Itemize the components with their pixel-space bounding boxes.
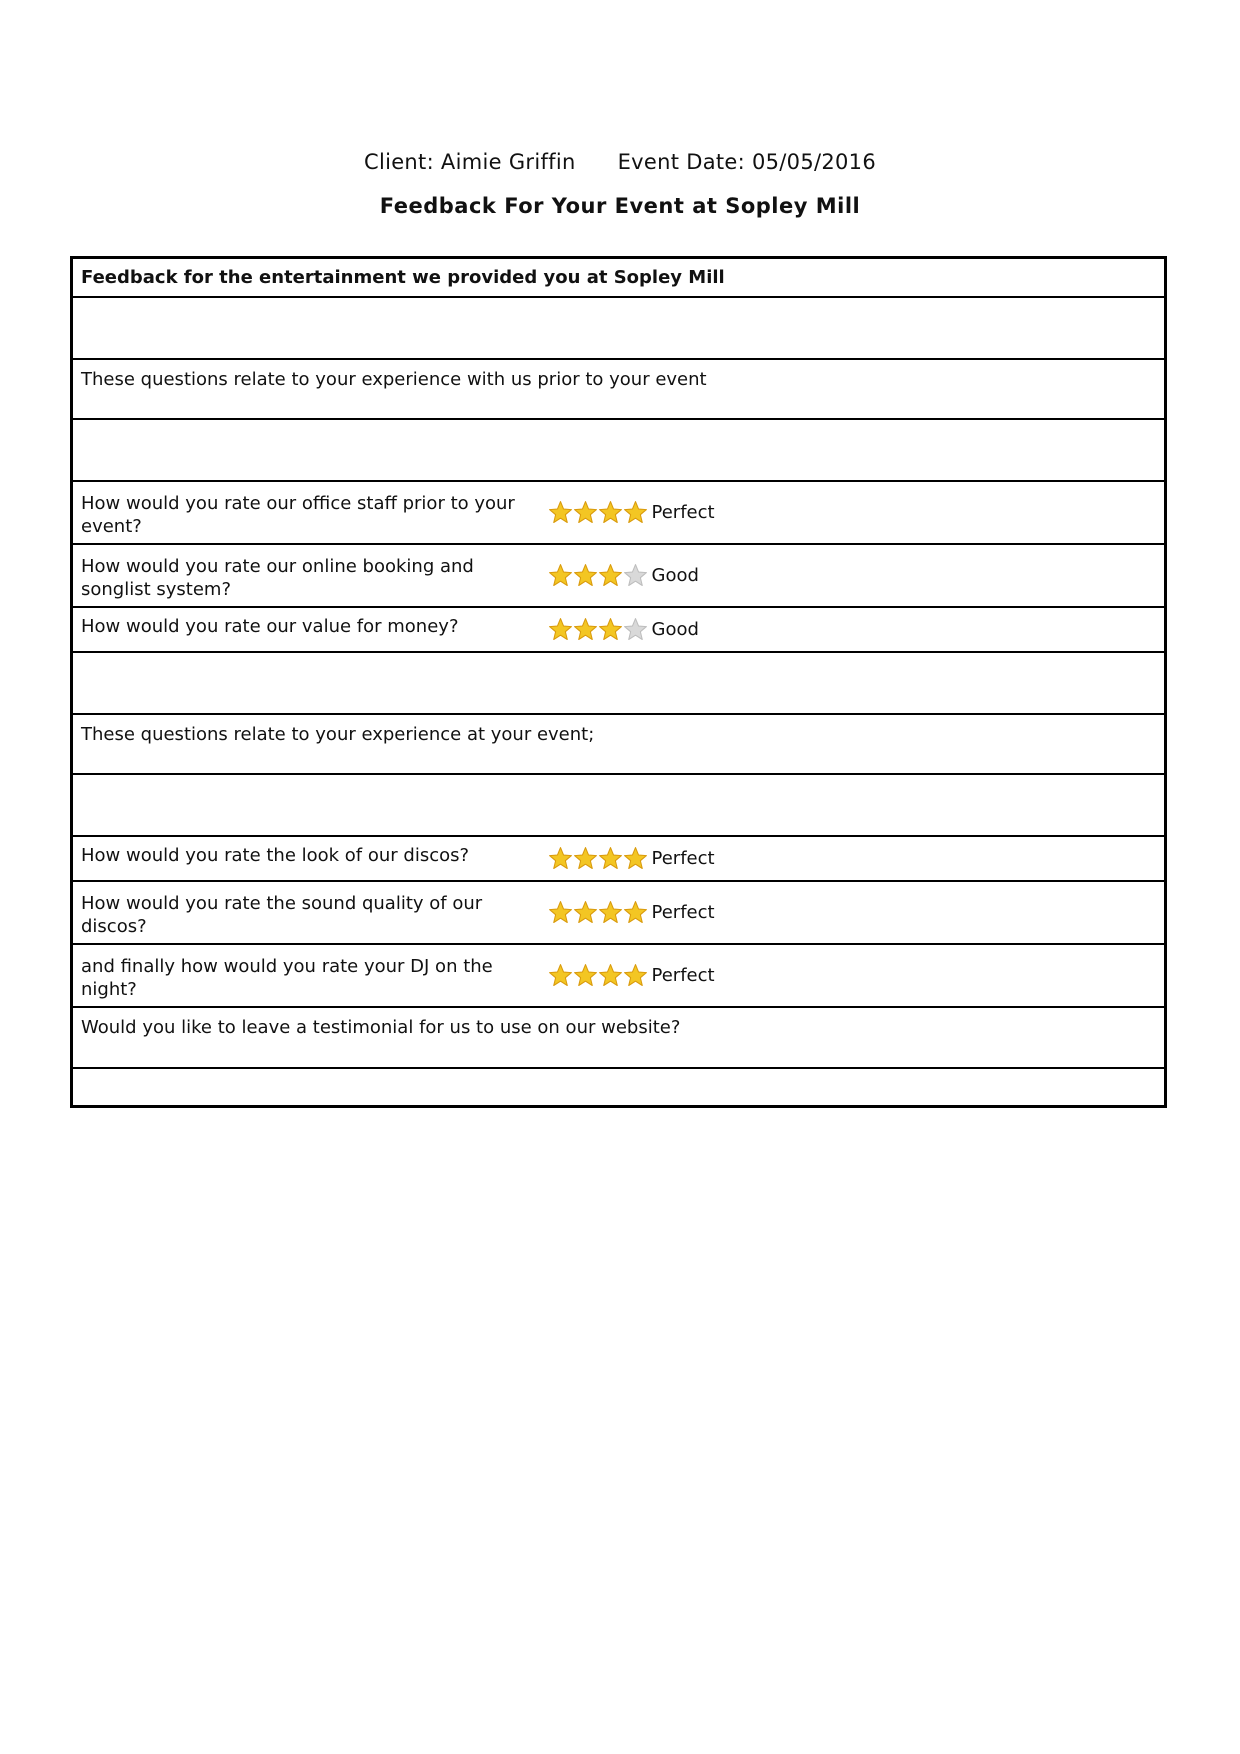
- rating-label: Perfect: [651, 848, 715, 869]
- star-filled-icon: [573, 900, 598, 925]
- question-text: How would you rate the look of our discos?: [72, 836, 542, 881]
- star-filled-icon: [573, 963, 598, 988]
- question-row: [72, 607, 1166, 652]
- star-rating: [548, 963, 648, 988]
- blank-row: [72, 652, 1166, 714]
- testimonial-row: [72, 1007, 1166, 1068]
- rating-cell: [542, 544, 1166, 607]
- question-text: How would you rate our online booking and songlist system?: [72, 544, 542, 607]
- star-filled-icon: [548, 563, 573, 588]
- star-filled-icon: [573, 617, 598, 642]
- rating-label: Perfect: [651, 902, 715, 923]
- star-filled-icon: [623, 500, 648, 525]
- section-row-prior: [72, 359, 1166, 419]
- star-rating: [548, 900, 648, 925]
- star-filled-icon: [573, 563, 598, 588]
- question-text: How would you rate our office staff prior to your event?: [72, 481, 542, 544]
- star-filled-icon: [548, 846, 573, 871]
- section-row-event: [72, 714, 1166, 774]
- section-heading-event: These questions relate to your experience at your event;: [72, 714, 1166, 774]
- testimonial-answer-row: [72, 1068, 1166, 1107]
- star-rating: [548, 846, 648, 871]
- star-rating: [548, 617, 648, 642]
- question-row: [72, 544, 1166, 607]
- star-filled-icon: [598, 563, 623, 588]
- rating-label: Perfect: [651, 502, 715, 523]
- star-filled-icon: [548, 900, 573, 925]
- star-filled-icon: [623, 963, 648, 988]
- star-filled-icon: [573, 500, 598, 525]
- blank-row: [72, 297, 1166, 359]
- question-text: and finally how would you rate your DJ on the night?: [72, 944, 542, 1007]
- question-text: How would you rate the sound quality of our discos?: [72, 881, 542, 944]
- question-row: [72, 881, 1166, 944]
- table-title: Feedback for the entertainment we provided you at Sopley Mill: [72, 258, 1166, 298]
- question-row: [72, 836, 1166, 881]
- question-row: [72, 481, 1166, 544]
- page-title: Feedback For Your Event at Sopley Mill: [379, 194, 861, 218]
- star-filled-icon: [598, 500, 623, 525]
- star-filled-icon: [598, 900, 623, 925]
- rating-cell: [542, 881, 1166, 944]
- star-filled-icon: [598, 846, 623, 871]
- star-filled-icon: [623, 900, 648, 925]
- rating-cell: [542, 836, 1166, 881]
- question-row: [72, 944, 1166, 1007]
- star-filled-icon: [623, 846, 648, 871]
- star-filled-icon: [548, 500, 573, 525]
- section-heading-prior: These questions relate to your experience with us prior to your event: [72, 359, 1166, 419]
- rating-cell: [542, 944, 1166, 1007]
- feedback-table: [70, 256, 1167, 1108]
- question-text: How would you rate our value for money?: [72, 607, 542, 652]
- client-name: Client: Aimie Griffin: [363, 150, 576, 174]
- rating-cell: [542, 607, 1166, 652]
- client-event-line: [0, 150, 1240, 174]
- star-empty-icon: [623, 617, 648, 642]
- testimonial-question: Would you like to leave a testimonial for us to use on our website?: [72, 1007, 1166, 1068]
- star-filled-icon: [598, 617, 623, 642]
- rating-label: Good: [651, 619, 699, 640]
- star-filled-icon: [598, 963, 623, 988]
- rating-cell: [542, 481, 1166, 544]
- star-empty-icon: [623, 563, 648, 588]
- rating-label: Perfect: [651, 965, 715, 986]
- rating-label: Good: [651, 565, 699, 586]
- event-date: Event Date: 05/05/2016: [617, 150, 877, 174]
- star-filled-icon: [548, 617, 573, 642]
- blank-row: [72, 419, 1166, 481]
- table-title-row: [72, 258, 1166, 298]
- star-filled-icon: [573, 846, 598, 871]
- star-filled-icon: [548, 963, 573, 988]
- testimonial-answer: [72, 1068, 1166, 1107]
- star-rating: [548, 500, 648, 525]
- star-rating: [548, 563, 648, 588]
- blank-row: [72, 774, 1166, 836]
